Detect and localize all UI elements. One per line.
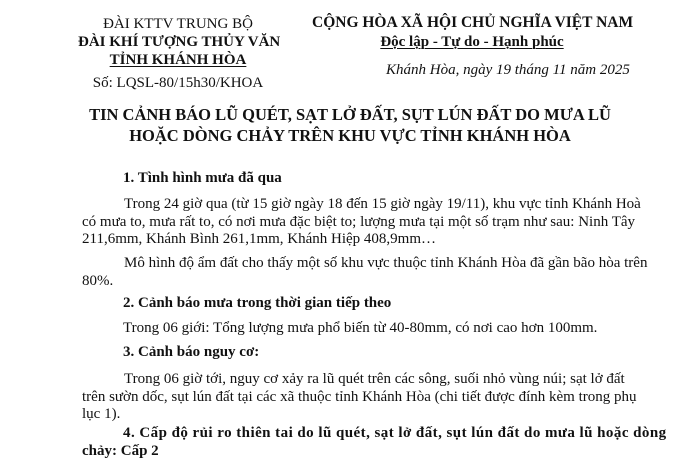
section-1-paragraph-1 xyxy=(82,196,641,249)
paragraph-line: lục 1). xyxy=(82,406,121,422)
paragraph-line: Trong 06 giờ tới, nguy cơ xảy ra lũ quét trên các sông, suối nhỏ vùng núi; sạt lở đất xyxy=(124,371,625,387)
parent-agency: ĐÀI KTTV TRUNG BỘ xyxy=(103,16,253,32)
heading-line: chảy: Cấp 2 xyxy=(82,442,159,459)
section-4-heading xyxy=(82,425,667,460)
paragraph-line: 80%. xyxy=(82,272,114,289)
paragraph-line: có mưa to, mưa rất to, có nơi mưa đặc biệt to; lượng mưa tại một số trạm như sau: Ninh Tây xyxy=(82,213,636,230)
issuing-agency-block xyxy=(78,15,281,92)
paragraph-line: Trong 06 giới: Tổng lượng mưa phổ biến từ 40-80mm, có nơi cao hơn 100mm. xyxy=(123,320,598,336)
section-2-paragraph-1 xyxy=(82,320,634,338)
national-motto xyxy=(312,33,632,51)
section-1-heading: 1. Tình hình mưa đã qua xyxy=(123,170,282,186)
paragraph-line: Mô hình độ ẩm đất cho thấy một số khu vực thuộc tỉnh Khánh Hòa đã gần bão hòa trên xyxy=(124,255,648,271)
title-line-1: TIN CẢNH BÁO LŨ QUÉT, SẠT LỞ ĐẤT, SỤT LÚN ĐẤT DO MƯA LŨ xyxy=(89,105,611,124)
nation-name: CỘNG HÒA XÃ HỘI CHỦ NGHĨA VIỆT NAM xyxy=(312,14,634,31)
paragraph-line: Trong 24 giờ qua (từ 15 giờ ngày 18 đến 15 giờ ngày 19/11), khu vực tỉnh Khánh Hoà xyxy=(124,196,641,212)
heading-line: 4. Cấp độ rủi ro thiên tai do lũ quét, sạt lở đất, sụt lún đất do mưa lũ hoặc dòng xyxy=(123,425,667,441)
document-number: Số: LQSL-80/15h30/KHOA xyxy=(92,75,264,91)
place-and-date: Khánh Hòa, ngày 19 tháng 11 năm 2025 xyxy=(386,62,630,78)
paragraph-line: trên sườn dốc, sụt lún đất tại các xã thuộc tỉnh Khánh Hòa (chi tiết được đính kèm trong phụ xyxy=(82,388,637,405)
national-heading-block xyxy=(312,13,632,51)
agency-province-text: TỈNH KHÁNH HÒA xyxy=(109,52,247,68)
section-1-paragraph-2 xyxy=(82,255,648,290)
section-2-heading: 2. Cảnh báo mưa trong thời gian tiếp theo xyxy=(123,295,392,311)
title-line-2: HOẶC DÒNG CHẢY TRÊN KHU VỰC TỈNH KHÁNH HÒA xyxy=(129,126,571,145)
agency-province xyxy=(78,51,278,69)
document-title xyxy=(60,104,640,146)
section-3-paragraph-1 xyxy=(82,371,637,424)
national-motto-text: Độc lập - Tự do - Hạnh phúc xyxy=(380,34,564,50)
section-3-heading: 3. Cảnh báo nguy cơ: xyxy=(123,344,260,360)
paragraph-line: 211,6mm, Khánh Bình 261,1mm, Khánh Hiệp 408,9mm… xyxy=(82,231,437,247)
agency-name: ĐÀI KHÍ TƯỢNG THỦY VĂN xyxy=(78,34,281,50)
